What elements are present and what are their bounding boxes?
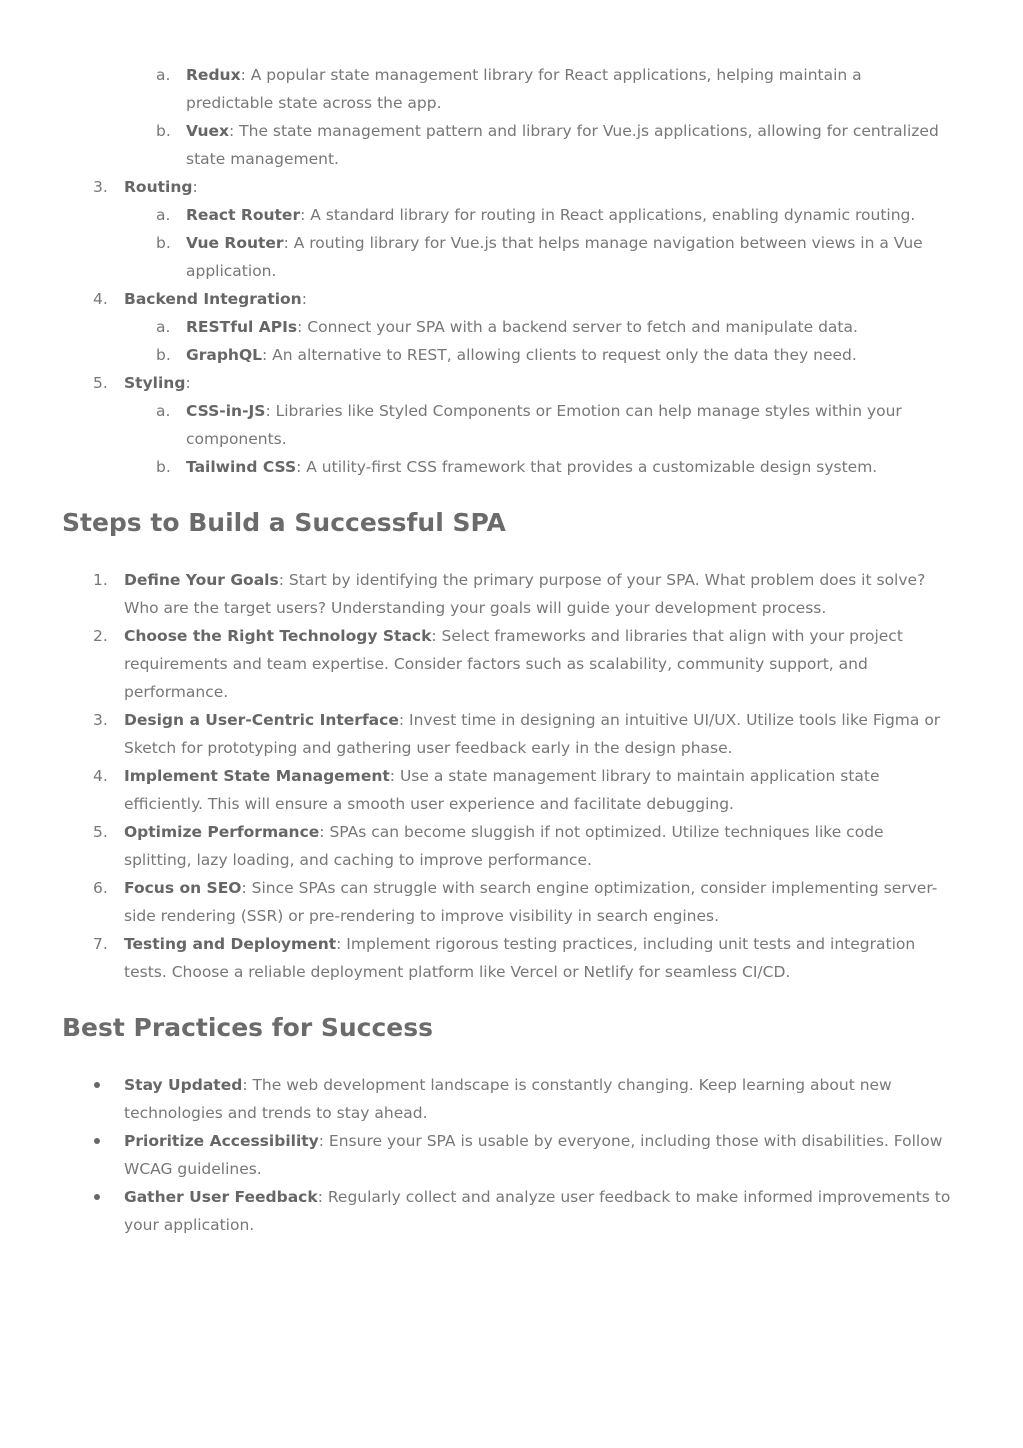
list-item-css-in-js [186,397,902,425]
list-marker: b. [156,458,171,476]
list-marker: 4. [93,767,108,785]
list-item-text: : The state management pattern and library for Vue.js applications, allowing for centralized [229,122,939,140]
list-item-react-router [186,201,915,229]
list-item-continuation: side rendering (SSR) or pre-rendering to improve visibility in search engines. [124,907,720,925]
list-marker: 6. [93,879,108,897]
list-item-continuation: application. [186,262,277,280]
list-item-text: : Invest time in designing an intuitive UI/UX. Utilize tools like Figma or [398,711,941,729]
list-item-continuation: Who are the target users? Understanding your goals will guide your development process. [124,599,827,617]
list-marker: b. [156,122,171,140]
list-item-term: Gather User Feedback [124,1188,318,1206]
step-item-focus-seo [124,874,937,902]
list-item-term: Routing [124,178,193,196]
list-item-term: Design a User-Centric Interface [124,711,399,729]
list-item-continuation: efficiently. This will ensure a smooth user experience and facilitate debugging. [124,795,734,813]
list-marker: 1. [93,571,108,589]
list-marker: a. [156,66,171,84]
list-item-text: : A routing library for Vue.js that helps manage navigation between views in a Vue [283,234,923,252]
list-item-text: : Ensure your SPA is usable by everyone, including those with disabilities. Follow [318,1132,943,1150]
section-heading-steps: Steps to Build a Successful SPA [62,508,506,537]
list-item-continuation: technologies and trends to stay ahead. [124,1104,428,1122]
step-item-state-management [124,762,880,790]
list-item-term: Implement State Management [124,767,390,785]
list-item-tailwind-css [186,453,877,481]
list-item-vue-router [186,229,923,257]
list-item-continuation: state management. [186,150,339,168]
list-item-term: Optimize Performance [124,823,320,841]
list-marker: 3. [93,711,108,729]
list-item-term: Vuex [186,122,229,140]
bullet-item-prioritize-accessibility [124,1127,942,1155]
section-heading-best-practices: Best Practices for Success [62,1013,434,1042]
list-item-text: : Select frameworks and libraries that align with your project [431,627,903,645]
list-item-text: : [192,178,198,196]
list-item-continuation: tests. Choose a reliable deployment platform like Vercel or Netlify for seamless CI/CD. [124,963,791,981]
list-item-term: Prioritize Accessibility [124,1132,319,1150]
list-item-text: : A standard library for routing in React applications, enabling dynamic routing. [300,206,916,224]
list-marker: 3. [93,178,108,196]
list-item-text: : Since SPAs can struggle with search engine optimization, consider implementing server- [241,879,938,897]
list-item-continuation: Sketch for prototyping and gathering user feedback early in the design phase. [124,739,733,757]
list-item-redux [186,61,862,89]
list-marker: b. [156,234,171,252]
list-item-text: : [185,374,191,392]
list-item-term: Focus on SEO [124,879,242,897]
list-item-term: Redux [186,66,241,84]
list-item-term: React Router [186,206,301,224]
step-item-technology-stack [124,622,903,650]
list-item-continuation: predictable state across the app. [186,94,442,112]
list-item-term: Styling [124,374,186,392]
list-item-vuex [186,117,939,145]
list-item-term: Backend Integration [124,290,302,308]
list-item-styling [124,369,191,397]
list-marker: 7. [93,935,108,953]
step-item-testing-deployment [124,930,915,958]
list-item-term: Testing and Deployment [124,935,337,953]
list-item-continuation: requirements and team expertise. Consider factors such as scalability, community support, and [124,655,868,673]
list-item-term: GraphQL [186,346,263,364]
list-item-text: : A popular state management library for React applications, helping maintain a [240,66,862,84]
list-item-text: : Implement rigorous testing practices, including unit tests and integration [336,935,916,953]
step-item-define-goals [124,566,925,594]
list-item-text: : An alternative to REST, allowing clients to request only the data they need. [262,346,857,364]
step-item-user-centric-interface [124,706,940,734]
list-item-continuation: splitting, lazy loading, and caching to improve performance. [124,851,592,869]
list-item-term: Define Your Goals [124,571,279,589]
list-item-continuation: components. [186,430,287,448]
list-item-text: : The web development landscape is constantly changing. Keep learning about new [242,1076,892,1094]
list-item-text: : Connect your SPA with a backend server to fetch and manipulate data. [297,318,858,336]
list-item-restful-apis [186,313,858,341]
list-marker: b. [156,346,171,364]
list-marker: 2. [93,627,108,645]
list-item-continuation: WCAG guidelines. [124,1160,262,1178]
list-item-text: : Regularly collect and analyze user feedback to make informed improvements to [317,1188,951,1206]
bullet-item-gather-feedback [124,1183,950,1211]
list-item-backend-integration [124,285,307,313]
list-item-continuation: performance. [124,683,229,701]
list-item-graphql [186,341,857,369]
list-item-term: Vue Router [186,234,284,252]
bullet-icon [94,1082,100,1088]
list-item-text: : [301,290,307,308]
list-item-term: RESTful APIs [186,318,298,336]
list-item-text: : SPAs can become sluggish if not optimized. Utilize techniques like code [319,823,884,841]
list-marker: a. [156,206,171,224]
list-item-text: : Use a state management library to maintain application state [389,767,880,785]
list-marker: a. [156,402,171,420]
bullet-item-stay-updated [124,1071,892,1099]
list-item-text: : A utility-first CSS framework that provides a customizable design system. [296,458,878,476]
list-item-text: : Libraries like Styled Components or Emotion can help manage styles within your [265,402,902,420]
list-marker: 4. [93,290,108,308]
list-item-term: Stay Updated [124,1076,243,1094]
list-item-routing [124,173,198,201]
list-item-term: Choose the Right Technology Stack [124,627,432,645]
list-item-term: Tailwind CSS [186,458,297,476]
bullet-icon [94,1194,100,1200]
bullet-icon [94,1138,100,1144]
list-marker: 5. [93,374,108,392]
list-item-continuation: your application. [124,1216,255,1234]
list-item-text: : Start by identifying the primary purpose of your SPA. What problem does it solve? [278,571,926,589]
list-marker: 5. [93,823,108,841]
list-item-term: CSS-in-JS [186,402,266,420]
list-marker: a. [156,318,171,336]
step-item-optimize-performance [124,818,884,846]
